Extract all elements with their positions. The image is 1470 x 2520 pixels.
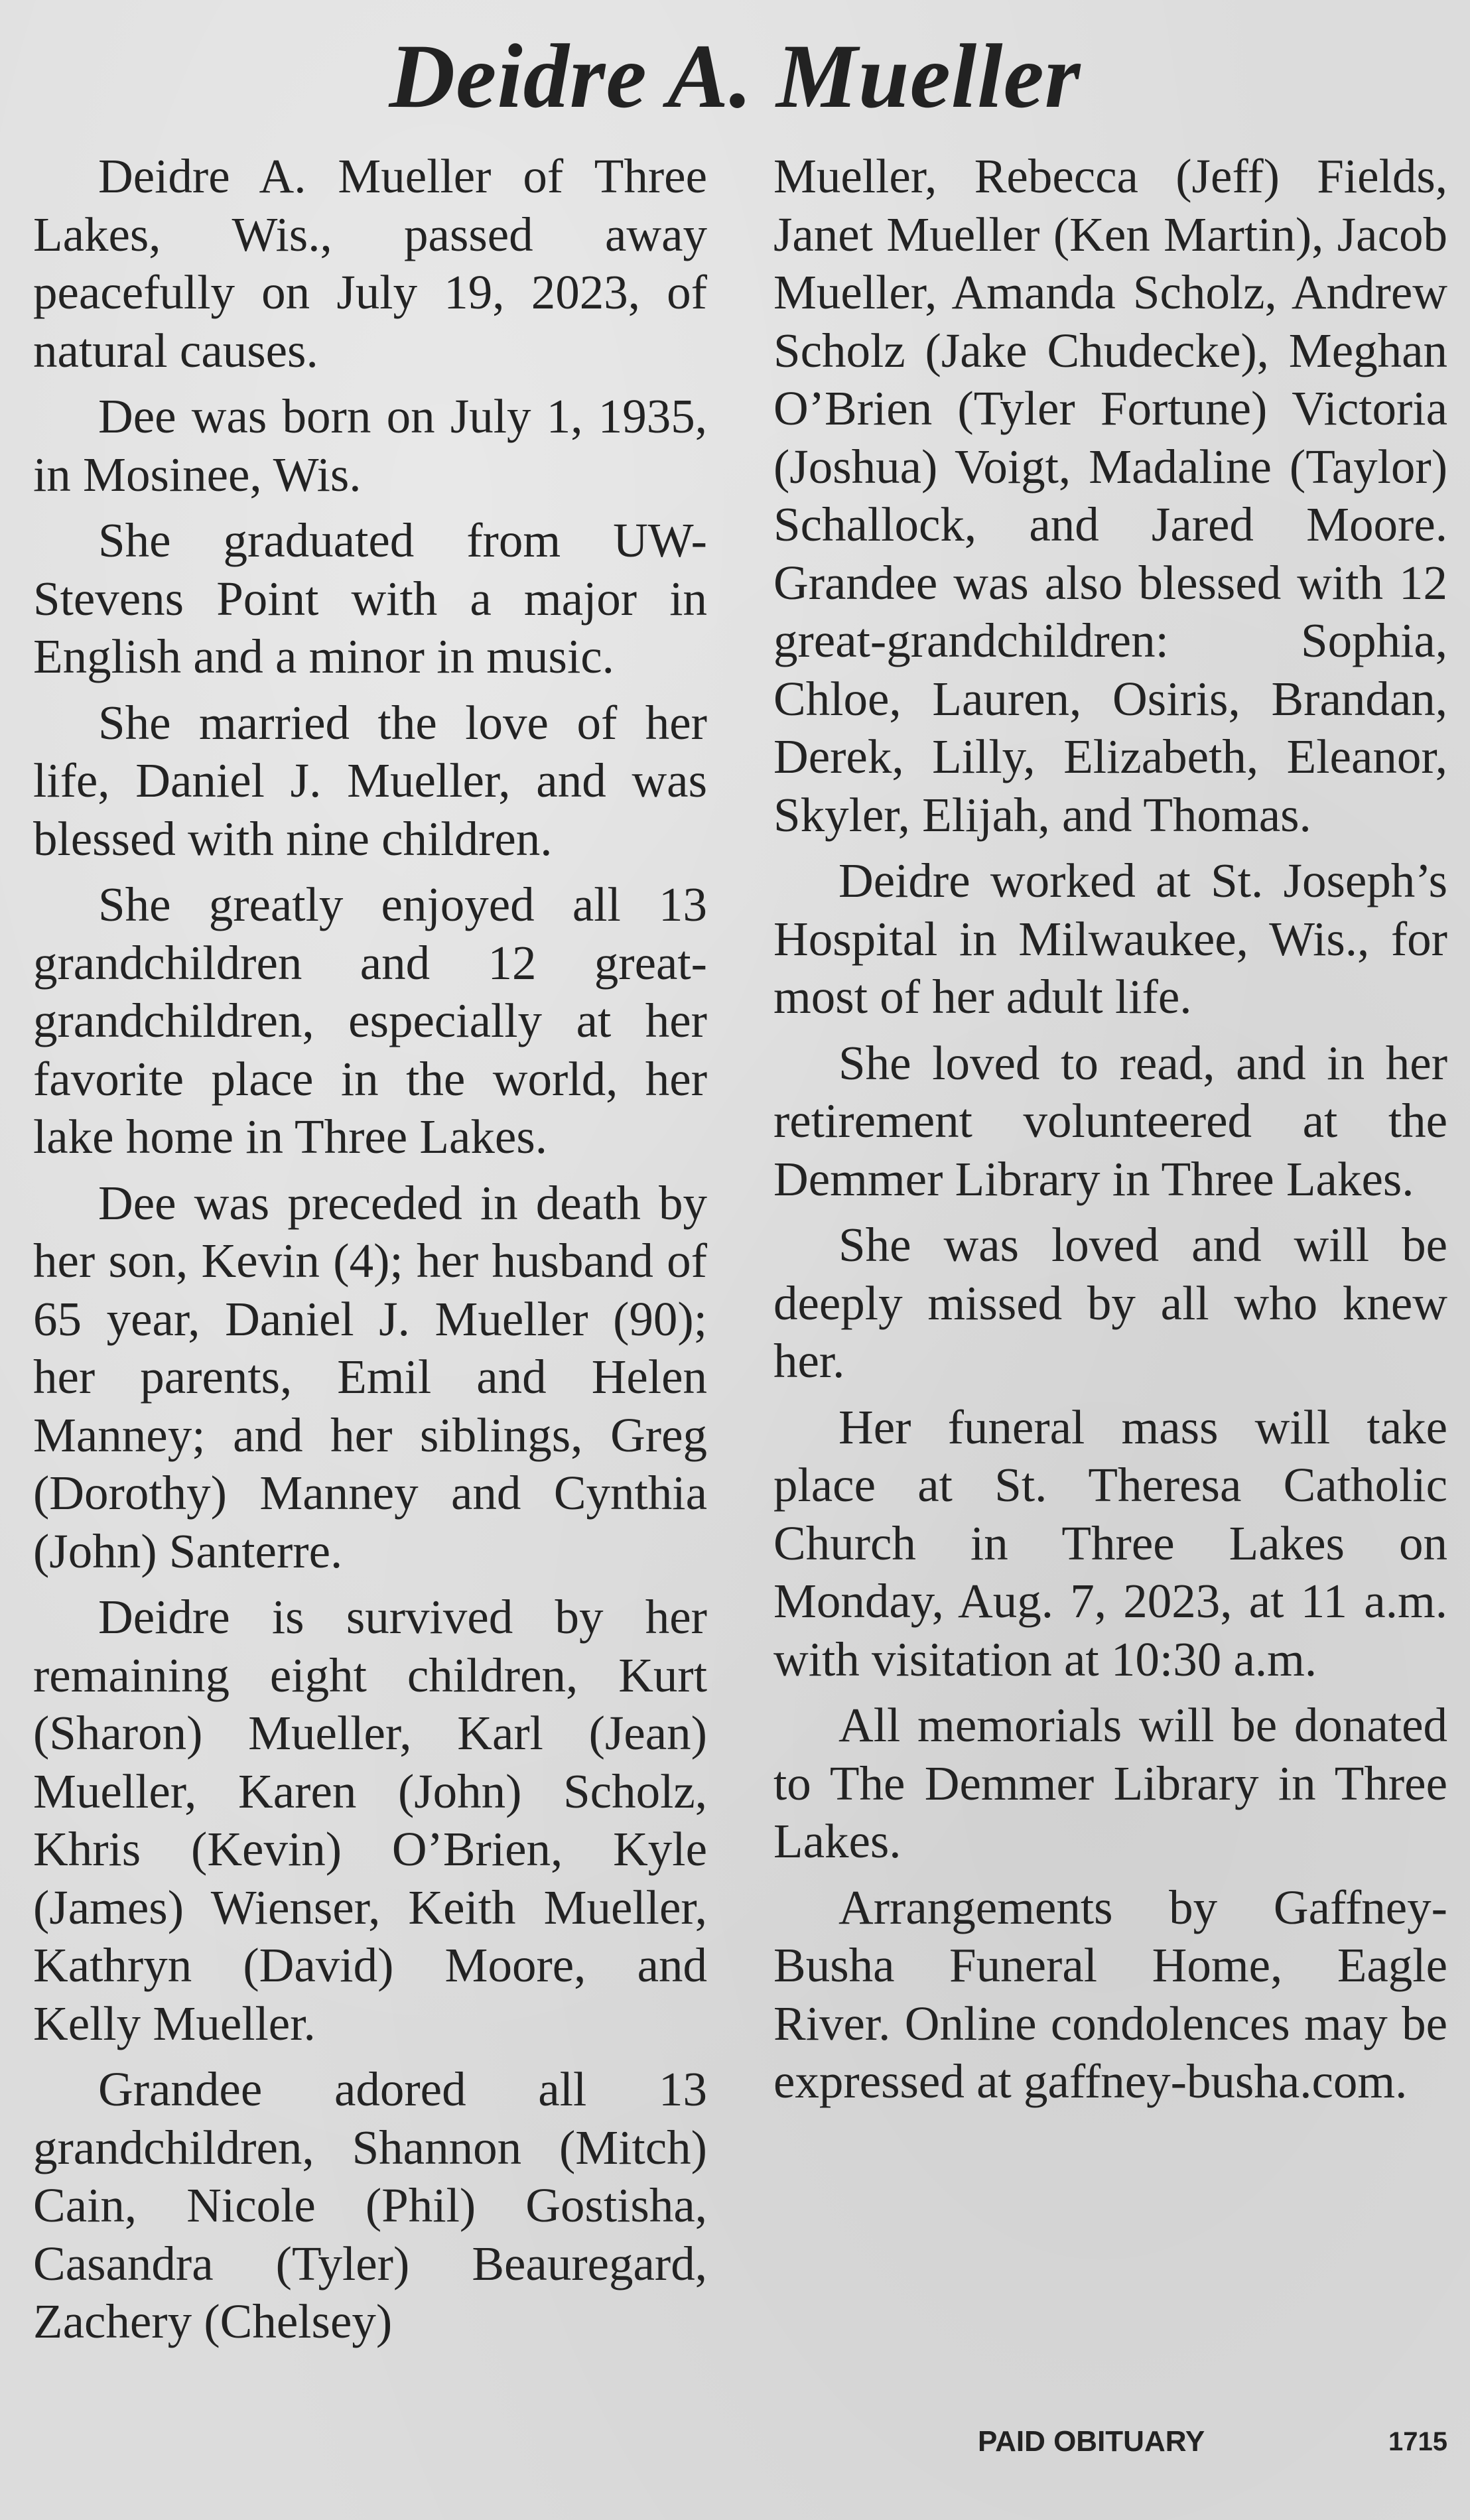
paragraph-arrangements: Arrangements by Gaffney-Busha Funeral Home, Eagle River. Online condolences may be expressed at gaffney-busha.com. — [773, 1880, 1447, 2108]
paragraph-grandchildren: She greatly enjoyed all 13 grandchildren and 12 great-grandchildren, especially at her favorite place in the world, her lake home in Three Lakes. — [33, 878, 707, 1163]
paragraph-career: Deidre worked at St. Joseph’s Hospital in Milwaukee, Wis., for most of her adult life. — [773, 854, 1447, 1024]
paragraph-marriage: She married the love of her life, Daniel J. Mueller, and was blessed with nine children. — [33, 695, 707, 866]
paragraph-education: She graduated from UW-Stevens Point with a major in English and a minor in music. — [33, 513, 707, 683]
paid-obituary-label: PAID OBITUARY — [978, 2425, 1205, 2458]
paragraph-grandchildren-names-continued: Mueller, Rebecca (Jeff) Fields, Janet Mueller (Ken Martin), Jacob Mueller, Amanda Scholz, Andrew Scholz (Jake Chudecke), Meghan O’Brien (Tyler Fortune) Victoria (Joshua) Voigt, Madaline (Taylor) Schallock, and Jared Moore. Grandee was also blessed with 12 great-grandchildren: Sophia, Chloe, Lauren, Osiris, Brandan, Derek, Lilly, Elizabeth, Eleanor, Skyler, Elijah, and Thomas. — [773, 149, 1447, 842]
paragraph-funeral-mass: Her funeral mass will take place at St. Theresa Catholic Church in Three Lakes on Monday, Aug. 7, 2023, at 11 a.m. with visitation at 10:30 a.m. — [773, 1400, 1447, 1686]
obituary-title: Deidre A. Mueller — [389, 25, 1081, 127]
paragraph-missed: She was loved and will be deeply missed by all who knew her. — [773, 1218, 1447, 1388]
paragraph-memorials: All memorials will be donated to The Demmer Library in Three Lakes. — [773, 1698, 1447, 1868]
ad-code: 1715 — [1388, 2427, 1447, 2456]
obituary-footer — [773, 2420, 1447, 2464]
paragraph-retirement: She loved to read, and in her retirement volunteered at the Demmer Library in Three Lakes. — [773, 1035, 1447, 1206]
paragraph-announcement: Deidre A. Mueller of Three Lakes, Wis., passed away peacefully on July 19, 2023, of natural causes. — [33, 149, 707, 377]
paragraph-preceded-in-death: Dee was preceded in death by her son, Kevin (4); her husband of 65 year, Daniel J. Mueller (90); her parents, Emil and Helen Manney; and her siblings, Greg (Dorothy) Manney and Cynthia (John) Santerre. — [33, 1175, 707, 1578]
paragraph-survived-by: Deidre is survived by her remaining eight children, Kurt (Sharon) Mueller, Karl (Jean) Mueller, Karen (John) Scholz, Khris (Kevin) O’Brien, Kyle (James) Wienser, Keith Mueller, Kathryn (David) Moore, and Kelly Mueller. — [33, 1590, 707, 2050]
paragraph-grandchildren-names: Grandee adored all 13 grandchildren, Shannon (Mitch) Cain, Nicole (Phil) Gostisha, Casandra (Tyler) Beauregard, Zachery (Chelsey) — [33, 2062, 707, 2348]
left-column — [33, 147, 707, 2359]
paragraph-birth: Dee was born on July 1, 1935, in Mosinee, Wis. — [33, 389, 707, 501]
right-column — [773, 147, 1447, 2119]
